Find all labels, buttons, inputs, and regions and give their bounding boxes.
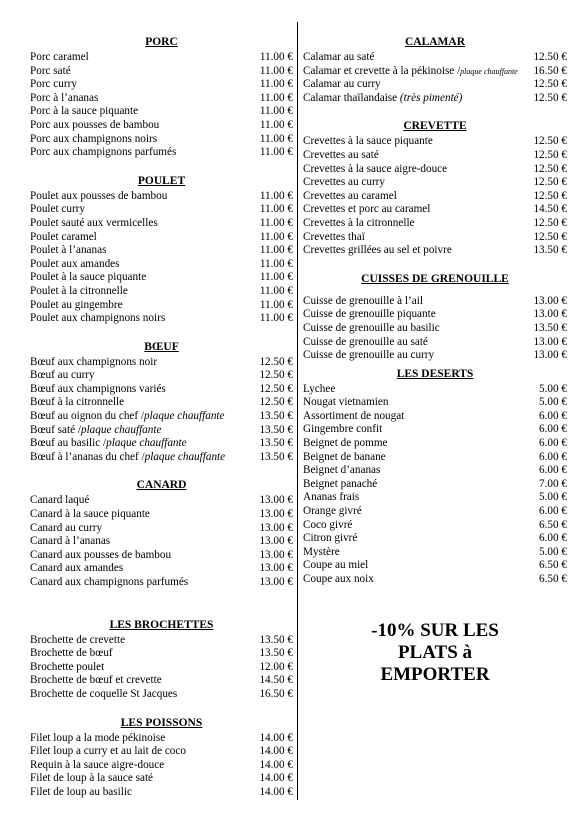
menu-item: Porc aux pousses de bambou 11.00 €: [30, 118, 293, 131]
menu-item: Bœuf aux champignons noir 12.50 €: [30, 355, 293, 368]
menu-item: Coupe au miel 6.50 €: [303, 559, 567, 572]
menu-item: Poulet au gingembre 11.00 €: [30, 298, 293, 311]
menu-item: Calamar au curry 12.50 €: [303, 78, 567, 91]
menu-item: Crevettes à la sauce aigre-douce 12.50 €: [303, 162, 567, 175]
menu-item: Canard au curry 13.00 €: [30, 521, 293, 534]
menu-item: Cuisse de grenouille à l’ail 13.00 €: [303, 294, 567, 307]
section-title: CREVETTE: [403, 120, 467, 133]
section-title: CANARD: [136, 479, 187, 492]
menu-item: Crevettes au caramel 12.50 €: [303, 189, 567, 202]
menu-item: Coupe aux noix 6.50 €: [303, 573, 567, 585]
section-canard: [30, 478, 293, 589]
menu-item: Coco givré 6.50 €: [303, 518, 567, 531]
menu-item: Bœuf à l’ananas du chef /plaque chauffante 13.50 €: [30, 450, 293, 463]
menu-item: Poulet curry 11.00 €: [30, 203, 293, 216]
takeaway-promo: [303, 620, 567, 686]
menu-item: Nougat vietnamien 5.00 €: [303, 396, 567, 409]
menu-item: Filet de loup à la sauce saté 14.00 €: [30, 772, 293, 785]
menu-item: Calamar au saté 12.50 €: [303, 51, 567, 63]
menu-item: Poulet caramel 11.00 €: [30, 230, 293, 243]
section-title: LES POISSONS: [120, 716, 203, 729]
menu-item: Cuisse de grenouille piquante 13.00 €: [303, 308, 567, 321]
menu-item: Poulet à la citronnelle 11.00 €: [30, 284, 293, 297]
menu-item: Poulet sauté aux vermicelles 11.00 €: [30, 216, 293, 229]
menu-item: Bœuf aux champignons variés 12.50 €: [30, 382, 293, 395]
menu-item: Crevettes grillées au sel et poivre 13.50 €: [303, 244, 567, 257]
menu-item: Canard laqué 13.00 €: [30, 494, 293, 507]
menu-item: Requin à la sauce aigre-douce 14.00 €: [30, 758, 293, 771]
section-poissons: [30, 716, 293, 800]
menu-item: Canard aux champignons parfumés 13.00 €: [30, 576, 293, 588]
menu-item: Crevettes thaï 12.50 €: [303, 230, 567, 243]
menu-item: Bœuf au curry 12.50 €: [30, 369, 293, 382]
column-divider: [297, 22, 298, 800]
menu-item: Canard aux pousses de bambou 13.00 €: [30, 548, 293, 561]
promo-line: EMPORTER: [380, 664, 490, 685]
menu-item: Bœuf au oignon du chef /plaque chauffante 13.50 €: [30, 410, 293, 423]
menu-item: Brochette de bœuf 13.50 €: [30, 647, 293, 660]
section-boeuf: [30, 340, 293, 465]
menu-item: Gingembre confit 6.00 €: [303, 423, 567, 436]
menu-item: Brochette de bœuf et crevette 14.50 €: [30, 674, 293, 687]
menu-item: Porc à l’ananas 11.00 €: [30, 91, 293, 104]
menu-item: Cuisse de grenouille au curry 13.00 €: [303, 349, 567, 362]
menu-item: Brochette poulet 12.00 €: [30, 660, 293, 673]
menu-item: Cuisse de grenouille au basilic 13.50 €: [303, 321, 567, 334]
section-title: CALAMAR: [404, 36, 466, 48]
menu-item: Orange givré 6.00 €: [303, 505, 567, 518]
menu-item: Mystère 5.00 €: [303, 545, 567, 558]
menu-item: Beignet d’ananas 6.00 €: [303, 464, 567, 477]
menu-item: Calamar et crevette à la pékinoise /plaque chauffante 16.50 €: [303, 64, 567, 77]
menu-item: Crevettes à la citronnelle 12.50 €: [303, 216, 567, 229]
menu-item: Beignet panaché 7.00 €: [303, 477, 567, 490]
section-cuisses-grenouille: [303, 272, 567, 363]
menu-item: Beignet de banane 6.00 €: [303, 450, 567, 463]
section-porc: [30, 35, 293, 160]
section-crevette: [303, 119, 567, 257]
menu-item: Ananas frais 5.00 €: [303, 491, 567, 504]
menu-item: Canard à la sauce piquante 13.00 €: [30, 508, 293, 521]
section-brochettes: [30, 618, 293, 702]
menu-item: Poulet aux pousses de bambou 11.00 €: [30, 189, 293, 202]
section-title: PORC: [145, 36, 178, 48]
menu-item: Porc caramel 11.00 €: [30, 51, 293, 63]
menu-item: Citron givré 6.00 €: [303, 532, 567, 545]
menu-item: Bœuf à la citronnelle 12.50 €: [30, 396, 293, 409]
section-title: POULET: [137, 174, 186, 187]
menu-item: Porc curry 11.00 €: [30, 78, 293, 91]
section-calamar: [303, 35, 567, 105]
menu-item: Crevettes au saté 12.50 €: [303, 148, 567, 161]
menu-item: Porc saté 11.00 €: [30, 64, 293, 77]
section-title: CUISSES DE GRENOUILLE: [361, 272, 509, 285]
section-poulet: [30, 174, 293, 326]
menu-item: Poulet aux amandes 11.00 €: [30, 257, 293, 270]
menu-item: Beignet de pomme 6.00 €: [303, 437, 567, 450]
menu-item: Poulet à la sauce piquante 11.00 €: [30, 271, 293, 284]
menu-item: Crevettes et porc au caramel 14.50 €: [303, 203, 567, 216]
menu-item: Poulet aux champignons noirs 11.00 €: [30, 312, 293, 325]
menu-item: Filet de loup au basilic 14.00 €: [30, 785, 293, 798]
menu-item: Filet loup a curry et au lait de coco 14.00 €: [30, 745, 293, 758]
left-column: [30, 22, 293, 800]
menu-item: Bœuf saté /plaque chauffante 13.50 €: [30, 423, 293, 436]
menu-item: Assortiment de nougat 6.00 €: [303, 409, 567, 422]
menu-item: Porc aux champignons noirs 11.00 €: [30, 132, 293, 145]
menu-item: Bœuf au basilic /plaque chauffante 13.50 €: [30, 437, 293, 450]
right-column: [303, 22, 567, 587]
menu-item: Lychee 5.00 €: [303, 382, 567, 395]
menu-item: Poulet à l’ananas 11.00 €: [30, 244, 293, 257]
menu-item: Canard à l’ananas 13.00 €: [30, 535, 293, 548]
section-title: LES BROCHETTES: [109, 618, 214, 631]
menu-item: Calamar thaïlandaise (très pimenté) 12.50 €: [303, 91, 567, 104]
menu-item: Brochette de crevette 13.50 €: [30, 633, 293, 646]
section-title: BŒUF: [144, 340, 179, 353]
menu-item: Canard aux amandes 13.00 €: [30, 562, 293, 575]
menu-item: Crevettes au curry 12.50 €: [303, 176, 567, 189]
promo-line: PLATS à: [397, 642, 473, 663]
section-deserts: [303, 367, 567, 587]
section-title: LES DESERTS: [396, 367, 474, 380]
menu-item: Crevettes à la sauce piquante 12.50 €: [303, 135, 567, 148]
promo-line: -10% SUR LES: [371, 620, 499, 641]
menu-item: Brochette de coquelle St Jacques 16.50 €: [30, 687, 293, 700]
menu-item: Cuisse de grenouille au saté 13.00 €: [303, 335, 567, 348]
menu-item: Porc à la sauce piquante 11.00 €: [30, 105, 293, 118]
menu-item: Porc aux champignons parfumés 11.00 €: [30, 146, 293, 159]
menu-item: Filet loup a la mode pékinoise 14.00 €: [30, 731, 293, 744]
